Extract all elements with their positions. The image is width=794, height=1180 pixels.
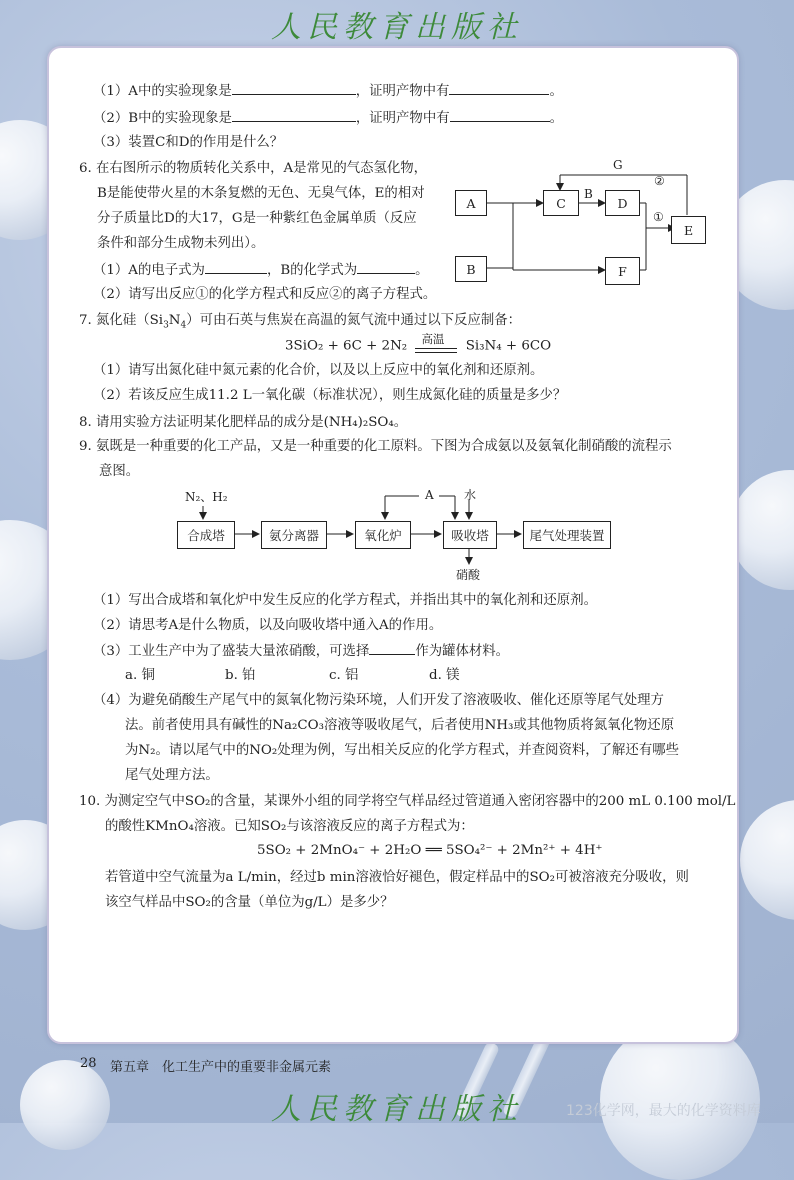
- q9-flow-diagram: [173, 486, 613, 581]
- diagram-box-a: A: [455, 190, 487, 216]
- q5-sub2-text: （2）B中的实验现象是: [93, 111, 232, 126]
- q6-sub2: （2）请写出反应①的化学方程式和反应②的离子方程式。: [93, 287, 437, 302]
- q9-sub4-line4: 尾气处理方法。: [125, 768, 219, 783]
- flow-step-oxidation-furnace: 氧化炉: [355, 521, 411, 549]
- diagram-label-b: B: [584, 187, 593, 201]
- q7-sub1: （1）请写出氮化硅中氮元素的化合价，以及以上反应中的氧化剂和还原剂。: [93, 363, 544, 378]
- publisher-logo-bottom: 人民教育出版社: [271, 1092, 523, 1127]
- double-line: [415, 348, 457, 353]
- diagram-label-circle1: ①: [653, 210, 664, 224]
- q5-sub2-end: 。: [549, 111, 563, 126]
- q7-eq-condition: 高温: [421, 332, 445, 346]
- q9-sub4-line3: 为N₂。请以尾气中的NO₂处理为例，写出相关反应的化学方程式，并查阅资料，了解还有哪些: [125, 743, 679, 758]
- q7-line1-text: 7. 氮化硅（Si: [79, 313, 164, 328]
- diagram-box-d: D: [605, 190, 640, 216]
- q9-sub3: [93, 642, 509, 661]
- q7-eq-condition-arrow: [415, 334, 457, 358]
- q6-line3: 分子质量比D的大17，G是一种紫红色金属单质（反应: [97, 211, 417, 226]
- flow-step-absorption-tower: 吸收塔: [443, 521, 497, 549]
- chapter-number: 第五章: [110, 1060, 150, 1075]
- q9-line1: 9. 氨既是一种重要的化工产品，又是一种重要的化工原料。下图为合成氨以及氨氧化制硝酸的流程示: [79, 439, 672, 454]
- q10-line1: 10. 为测定空气中SO₂的含量，某课外小组的同学将空气样品经过管道通入密闭容器中的200 mL 0.100 mol/L: [79, 794, 736, 809]
- answer-blank[interactable]: [369, 642, 415, 655]
- background-sphere: [740, 800, 794, 920]
- q6-sub1-end: 。: [415, 263, 429, 278]
- diagram-label-g: G: [613, 158, 623, 172]
- flow-step-tail-gas-treatment: 尾气处理装置: [523, 521, 611, 549]
- answer-blank[interactable]: [205, 261, 267, 274]
- q7-sub-4: 4: [180, 320, 187, 331]
- q7-eq-left: 3SiO₂ + 6C + 2N₂: [285, 338, 408, 354]
- q6-line2: B是能使带火星的木条复燃的无色、无臭气体，E的相对: [97, 186, 425, 201]
- q10-line2: 的酸性KMnO₄溶液。已知SO₂与该溶液反应的离子方程式为：: [105, 819, 474, 834]
- chapter-title: 化工生产中的重要非金属元素: [162, 1060, 332, 1075]
- flow-step-ammonia-separator: 氨分离器: [261, 521, 327, 549]
- q5-sub3: （3）装置C和D的作用是什么？: [93, 135, 284, 150]
- q9-line2: 意图。: [99, 464, 140, 479]
- q9-sub3-text: （3）工业生产中为了盛装大量浓硝酸，可选择: [93, 644, 370, 659]
- q5-sub1-end: 。: [549, 84, 563, 99]
- q9-sub3-text-2: 作为罐体材料。: [415, 644, 510, 659]
- q6-sub1-text: （1）A的电子式为: [93, 263, 205, 278]
- q6-line1: 6. 在右图所示的物质转化关系中，A是常见的气态氢化物，: [79, 161, 428, 176]
- q6-line4: 条件和部分生成物未列出）。: [97, 236, 265, 251]
- q6-conversion-diagram: [449, 158, 719, 293]
- diagram-box-f: F: [605, 257, 640, 285]
- diagram-box-b: B: [455, 256, 487, 282]
- q5-sub2: [93, 109, 563, 128]
- q5-sub1-text-2: ，证明产物中有: [355, 84, 450, 99]
- q9-sub4-line1: （4）为避免硝酸生产尾气中的氮氧化物污染环境，人们开发了溶液吸收、催化还原等尾气处理方: [93, 693, 664, 708]
- flow-label-water: 水: [464, 488, 477, 502]
- q6-sub1-text-2: ，B的化学式为: [266, 263, 358, 278]
- q5-sub1-text: （1）A中的实验现象是: [93, 84, 232, 99]
- q6-sub1: [93, 261, 429, 280]
- answer-blank[interactable]: [232, 82, 356, 95]
- answer-blank[interactable]: [449, 82, 549, 95]
- q8-line1: 8. 请用实验方法证明某化肥样品的成分是(NH₄)₂SO₄。: [79, 415, 408, 430]
- q7-line1: [79, 312, 521, 330]
- q7-eq-right: Si₃N₄ + 6CO: [465, 338, 552, 354]
- answer-blank[interactable]: [357, 261, 415, 274]
- q7-sub2: （2）若该反应生成11.2 L一氧化碳（标准状况），则生成氮化硅的质量是多少？: [93, 388, 567, 403]
- content-panel: [47, 46, 739, 1044]
- q7-equation: [285, 334, 551, 358]
- q7-line1-n: N: [168, 313, 181, 328]
- q9-sub4-line2: 法。前者使用具有碱性的Na₂CO₃溶液等吸收尾气，后者使用NH₃或其他物质将氮氧化物还原: [125, 718, 675, 733]
- q7-line1-rest: ）可由石英与焦炭在高温的氮气流中通过以下反应制备：: [186, 313, 522, 328]
- page-number: 28: [80, 1056, 97, 1071]
- q7-sub-3: 3: [163, 320, 169, 331]
- q9-option-c[interactable]: c. 铝: [329, 668, 359, 683]
- background-sphere: [730, 470, 794, 590]
- flow-label-a: A: [425, 488, 434, 502]
- q10-equation: 5SO₂ + 2MnO₄⁻ + 2H₂O ══ 5SO₄²⁻ + 2Mn²⁺ + 4H⁺: [257, 843, 603, 858]
- flow-output-label: 硝酸: [456, 568, 481, 582]
- q9-option-b[interactable]: b. 铂: [225, 668, 256, 683]
- flow-input-label: N₂、H₂: [185, 490, 228, 504]
- q5-sub1: [93, 82, 563, 101]
- q10-line4: 该空气样品中SO₂的含量（单位为g/L）是多少？: [105, 895, 394, 910]
- q9-sub2: （2）请思考A是什么物质，以及向吸收塔中通入A的作用。: [93, 618, 443, 633]
- q10-line3: 若管道中空气流量为a L/min，经过b min溶液恰好褪色，假定样品中的SO₂可被溶液充分吸收，则: [105, 870, 689, 885]
- q9-sub1: （1）写出合成塔和氧化炉中发生反应的化学方程式，并指出其中的氧化剂和还原剂。: [93, 593, 597, 608]
- q5-sub2-text-2: ，证明产物中有: [355, 111, 450, 126]
- diagram-box-c: C: [543, 190, 579, 216]
- answer-blank[interactable]: [450, 109, 550, 122]
- diagram-label-circle2: ②: [654, 174, 665, 188]
- q9-option-a[interactable]: a. 铜: [125, 668, 155, 683]
- publisher-logo: 人民教育出版社: [271, 10, 523, 45]
- diagram-box-e: E: [671, 216, 706, 244]
- flow-step-synthesis-tower: 合成塔: [177, 521, 235, 549]
- q9-option-d[interactable]: d. 镁: [429, 668, 460, 683]
- answer-blank[interactable]: [232, 109, 356, 122]
- watermark-text: 123化学网，最大的化学资料库: [566, 1103, 761, 1119]
